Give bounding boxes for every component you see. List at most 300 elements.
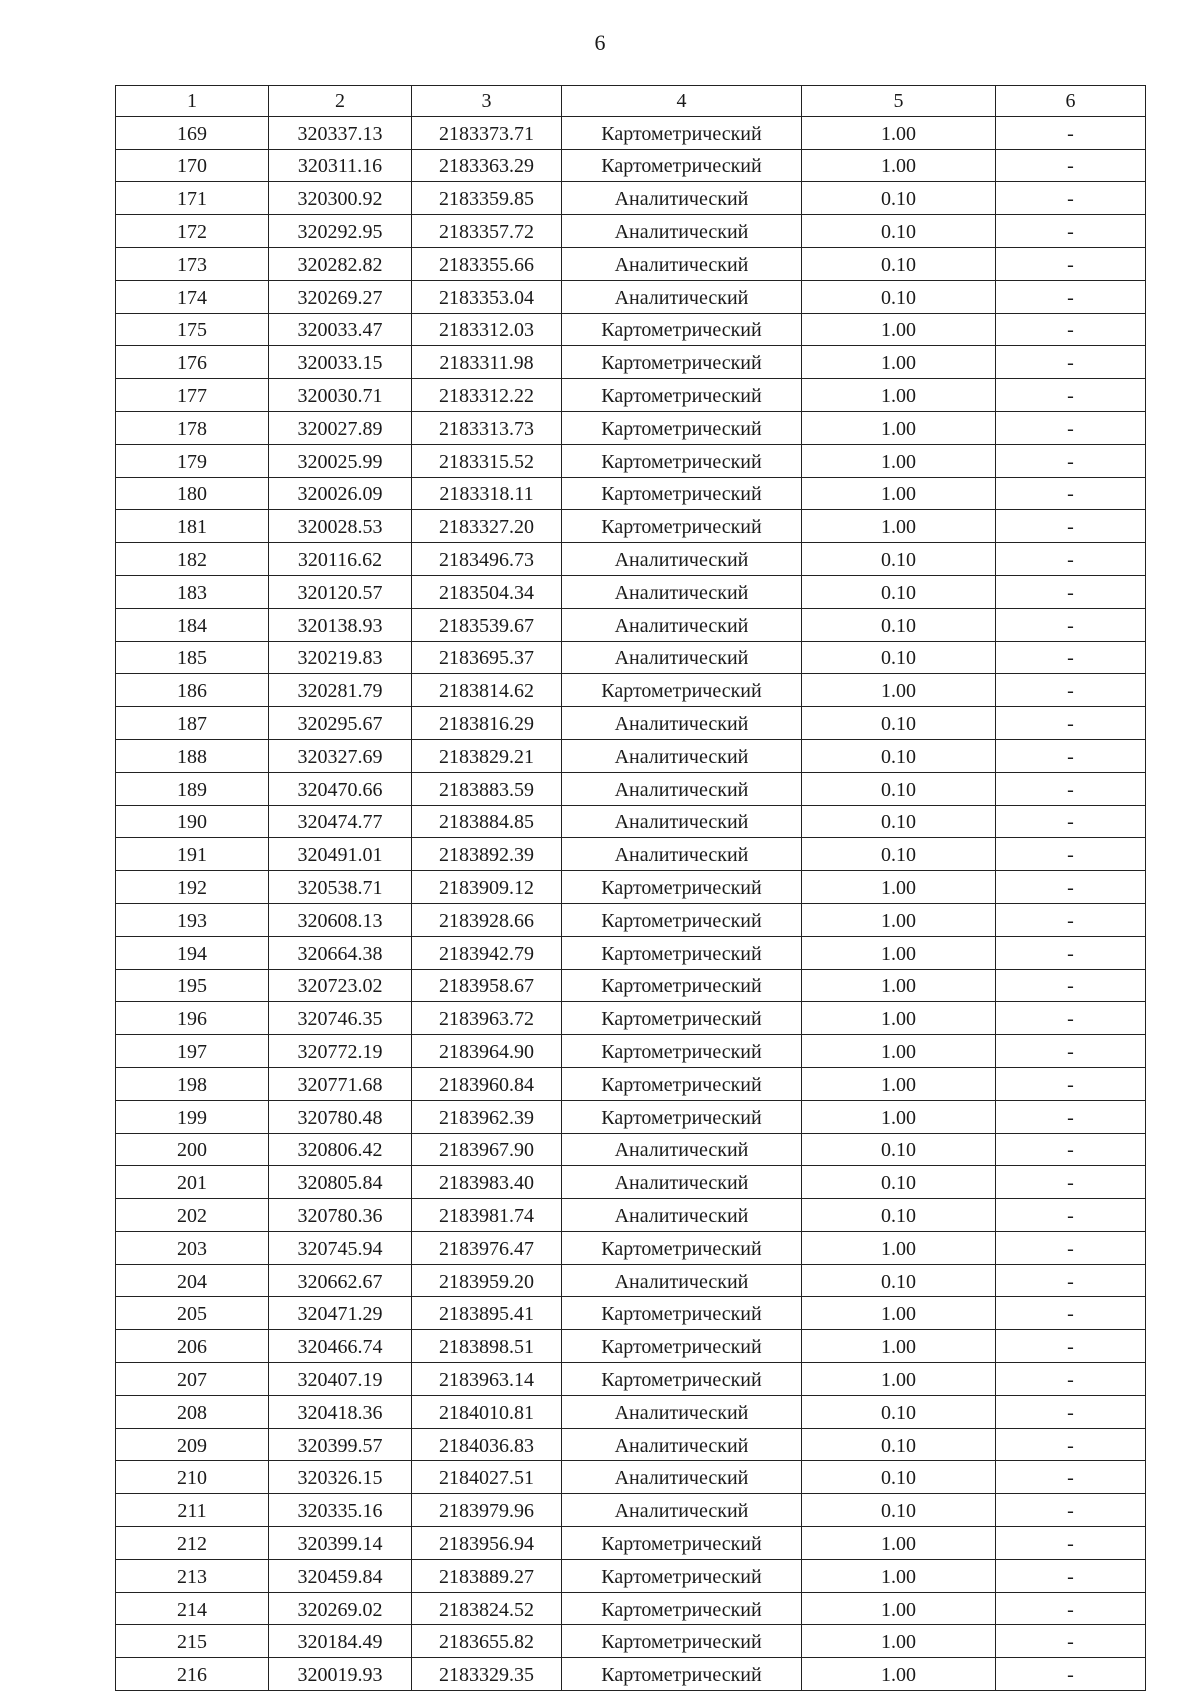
table-cell: 209 <box>116 1428 269 1461</box>
table-cell: 320311.16 <box>269 149 412 182</box>
table-cell: 1.00 <box>802 1658 996 1691</box>
table-cell: 320030.71 <box>269 379 412 412</box>
table-cell: 2183884.85 <box>412 805 562 838</box>
table-cell: Картометрический <box>562 674 802 707</box>
table-cell: 184 <box>116 608 269 641</box>
table-cell: 320466.74 <box>269 1330 412 1363</box>
table-row <box>116 1658 1146 1691</box>
table-row <box>116 379 1146 412</box>
column-header-5: 5 <box>802 86 996 117</box>
table-row <box>116 1002 1146 1035</box>
table-cell: Аналитический <box>562 543 802 576</box>
table-body <box>116 116 1146 1690</box>
table-row <box>116 411 1146 444</box>
table-cell: Аналитический <box>562 805 802 838</box>
coordinates-table <box>115 85 1146 1691</box>
table-cell: - <box>996 1625 1146 1658</box>
table-cell: 211 <box>116 1494 269 1527</box>
table-cell: Аналитический <box>562 641 802 674</box>
table-cell: 0.10 <box>802 215 996 248</box>
table-cell: 2183373.71 <box>412 116 562 149</box>
table-cell: 0.10 <box>802 707 996 740</box>
table-row <box>116 838 1146 871</box>
table-cell: Картометрический <box>562 346 802 379</box>
table-cell: 171 <box>116 182 269 215</box>
table-row <box>116 346 1146 379</box>
table-cell: 2183983.40 <box>412 1166 562 1199</box>
table-cell: Аналитический <box>562 1461 802 1494</box>
table-cell: 2183312.22 <box>412 379 562 412</box>
table-cell: 1.00 <box>802 149 996 182</box>
table-cell: 320219.83 <box>269 641 412 674</box>
table-cell: 1.00 <box>802 1330 996 1363</box>
table-row <box>116 247 1146 280</box>
table-cell: 320281.79 <box>269 674 412 707</box>
table-cell: 320459.84 <box>269 1559 412 1592</box>
table-cell: 183 <box>116 575 269 608</box>
table-row <box>116 1559 1146 1592</box>
table-cell: - <box>996 1592 1146 1625</box>
table-cell: Картометрический <box>562 1527 802 1560</box>
table-cell: 177 <box>116 379 269 412</box>
table-cell: - <box>996 444 1146 477</box>
table-row <box>116 1264 1146 1297</box>
table-cell: Аналитический <box>562 608 802 641</box>
table-cell: 320027.89 <box>269 411 412 444</box>
table-cell: Аналитический <box>562 247 802 280</box>
table-cell: 1.00 <box>802 444 996 477</box>
table-cell: Картометрический <box>562 149 802 182</box>
table-cell: 2183327.20 <box>412 510 562 543</box>
table-cell: 2184010.81 <box>412 1395 562 1428</box>
table-cell: 0.10 <box>802 575 996 608</box>
table-cell: 180 <box>116 477 269 510</box>
table-cell: 320033.15 <box>269 346 412 379</box>
table-cell: 195 <box>116 969 269 1002</box>
table-cell: 320474.77 <box>269 805 412 838</box>
table-cell: 0.10 <box>802 1461 996 1494</box>
table-cell: 174 <box>116 280 269 313</box>
table-cell: Картометрический <box>562 1067 802 1100</box>
table-cell: 199 <box>116 1100 269 1133</box>
table-cell: 190 <box>116 805 269 838</box>
table-cell: Аналитический <box>562 215 802 248</box>
table-cell: 320470.66 <box>269 772 412 805</box>
column-header-6: 6 <box>996 86 1146 117</box>
table-row <box>116 608 1146 641</box>
table-cell: Картометрический <box>562 1231 802 1264</box>
table-cell: 1.00 <box>802 1297 996 1330</box>
table-cell: 201 <box>116 1166 269 1199</box>
table-row <box>116 1199 1146 1232</box>
table-cell: 320269.27 <box>269 280 412 313</box>
table-cell: 320471.29 <box>269 1297 412 1330</box>
table-cell: Картометрический <box>562 477 802 510</box>
table-cell: 2183816.29 <box>412 707 562 740</box>
page-number: 6 <box>594 30 606 55</box>
table-cell: Картометрический <box>562 1297 802 1330</box>
table-cell: Аналитический <box>562 739 802 772</box>
table-cell: 204 <box>116 1264 269 1297</box>
table-cell: - <box>996 739 1146 772</box>
table-cell: 1.00 <box>802 1559 996 1592</box>
table-cell: 196 <box>116 1002 269 1035</box>
table-cell: 320295.67 <box>269 707 412 740</box>
table-cell: Картометрический <box>562 1330 802 1363</box>
table-cell: - <box>996 149 1146 182</box>
table-cell: Картометрический <box>562 1363 802 1396</box>
table-cell: 0.10 <box>802 838 996 871</box>
table-cell: 2184027.51 <box>412 1461 562 1494</box>
table-cell: - <box>996 1002 1146 1035</box>
table-cell: - <box>996 346 1146 379</box>
table-row <box>116 313 1146 346</box>
table-cell: 172 <box>116 215 269 248</box>
table-cell: 320806.42 <box>269 1133 412 1166</box>
table-row <box>116 739 1146 772</box>
table-cell: 191 <box>116 838 269 871</box>
table-cell: 2183928.66 <box>412 903 562 936</box>
table-cell: - <box>996 1527 1146 1560</box>
table-row <box>116 1100 1146 1133</box>
table-cell: 212 <box>116 1527 269 1560</box>
table-row <box>116 1297 1146 1330</box>
table-cell: 320662.67 <box>269 1264 412 1297</box>
table-cell: 2183959.20 <box>412 1264 562 1297</box>
table-row <box>116 444 1146 477</box>
column-header-2: 2 <box>269 86 412 117</box>
table-row <box>116 116 1146 149</box>
table-cell: 2183318.11 <box>412 477 562 510</box>
table-cell: 320491.01 <box>269 838 412 871</box>
table-row <box>116 674 1146 707</box>
table-cell: 213 <box>116 1559 269 1592</box>
table-cell: - <box>996 1559 1146 1592</box>
table-cell: - <box>996 1428 1146 1461</box>
table-cell: 320292.95 <box>269 215 412 248</box>
table-cell: 0.10 <box>802 182 996 215</box>
table-cell: - <box>996 608 1146 641</box>
table-cell: 2183958.67 <box>412 969 562 1002</box>
table-row <box>116 510 1146 543</box>
table-cell: 181 <box>116 510 269 543</box>
table-cell: 1.00 <box>802 477 996 510</box>
table-cell: 0.10 <box>802 247 996 280</box>
table-cell: 1.00 <box>802 346 996 379</box>
table-cell: 202 <box>116 1199 269 1232</box>
table-cell: 197 <box>116 1035 269 1068</box>
table-cell: 1.00 <box>802 1231 996 1264</box>
table-row <box>116 149 1146 182</box>
table-cell: 210 <box>116 1461 269 1494</box>
table-cell: - <box>996 1363 1146 1396</box>
table-cell: Картометрический <box>562 1625 802 1658</box>
table-cell: Картометрический <box>562 903 802 936</box>
table-cell: 200 <box>116 1133 269 1166</box>
table-cell: 2183956.94 <box>412 1527 562 1560</box>
table-cell: - <box>996 280 1146 313</box>
table-cell: 182 <box>116 543 269 576</box>
table-cell: - <box>996 969 1146 1002</box>
table-cell: 216 <box>116 1658 269 1691</box>
table-row <box>116 543 1146 576</box>
table-cell: 2183963.14 <box>412 1363 562 1396</box>
table-row <box>116 1592 1146 1625</box>
table-row <box>116 1625 1146 1658</box>
table-cell: Аналитический <box>562 1133 802 1166</box>
table-cell: - <box>996 772 1146 805</box>
table-cell: 206 <box>116 1330 269 1363</box>
table-row <box>116 280 1146 313</box>
table-cell: 2183909.12 <box>412 871 562 904</box>
table-cell: 320300.92 <box>269 182 412 215</box>
table-row <box>116 772 1146 805</box>
table-row <box>116 805 1146 838</box>
table-cell: - <box>996 1330 1146 1363</box>
table-cell: 1.00 <box>802 116 996 149</box>
table-cell: 320538.71 <box>269 871 412 904</box>
table-cell: - <box>996 1100 1146 1133</box>
table-cell: - <box>996 838 1146 871</box>
table-cell: 0.10 <box>802 1133 996 1166</box>
table-cell: Аналитический <box>562 1395 802 1428</box>
table-cell: - <box>996 1461 1146 1494</box>
table-cell: 2183695.37 <box>412 641 562 674</box>
table-cell: Картометрический <box>562 379 802 412</box>
table-row <box>116 1330 1146 1363</box>
table-cell: 2183979.96 <box>412 1494 562 1527</box>
table-cell: 320399.57 <box>269 1428 412 1461</box>
table-row <box>116 1133 1146 1166</box>
table-cell: - <box>996 379 1146 412</box>
table-cell: 192 <box>116 871 269 904</box>
table-cell: 2183976.47 <box>412 1231 562 1264</box>
column-header-1: 1 <box>116 86 269 117</box>
table-cell: 1.00 <box>802 936 996 969</box>
table-cell: 1.00 <box>802 510 996 543</box>
table-cell: 0.10 <box>802 608 996 641</box>
table-row <box>116 182 1146 215</box>
table-cell: Аналитический <box>562 1199 802 1232</box>
table-cell: 2183892.39 <box>412 838 562 871</box>
table-header <box>116 86 1146 117</box>
table-cell: 0.10 <box>802 1264 996 1297</box>
table-cell: Аналитический <box>562 1494 802 1527</box>
table-cell: 2183363.29 <box>412 149 562 182</box>
table-cell: 2183883.59 <box>412 772 562 805</box>
table-row <box>116 641 1146 674</box>
table-row <box>116 707 1146 740</box>
table-cell: - <box>996 411 1146 444</box>
table-cell: - <box>996 543 1146 576</box>
table-cell: 186 <box>116 674 269 707</box>
table-cell: Аналитический <box>562 772 802 805</box>
table-cell: 320771.68 <box>269 1067 412 1100</box>
table-cell: 320723.02 <box>269 969 412 1002</box>
table-cell: 0.10 <box>802 1395 996 1428</box>
table-cell: Картометрический <box>562 116 802 149</box>
table-cell: 2183311.98 <box>412 346 562 379</box>
table-cell: - <box>996 1067 1146 1100</box>
table-cell: 2183895.41 <box>412 1297 562 1330</box>
table-cell: Картометрический <box>562 313 802 346</box>
table-cell: 2183960.84 <box>412 1067 562 1100</box>
table-cell: 0.10 <box>802 805 996 838</box>
table-cell: 320138.93 <box>269 608 412 641</box>
table-cell: 2183942.79 <box>412 936 562 969</box>
table-cell: 1.00 <box>802 1035 996 1068</box>
table-cell: Картометрический <box>562 1100 802 1133</box>
table-cell: 0.10 <box>802 1428 996 1461</box>
table-cell: 2183814.62 <box>412 674 562 707</box>
table-cell: 1.00 <box>802 903 996 936</box>
table-row <box>116 1067 1146 1100</box>
table-cell: 320664.38 <box>269 936 412 969</box>
table-cell: 0.10 <box>802 1494 996 1527</box>
table-cell: 215 <box>116 1625 269 1658</box>
table-cell: Картометрический <box>562 1658 802 1691</box>
table-cell: - <box>996 1494 1146 1527</box>
table-cell: 1.00 <box>802 313 996 346</box>
table-cell: 320407.19 <box>269 1363 412 1396</box>
table-cell: Картометрический <box>562 969 802 1002</box>
table-cell: 1.00 <box>802 871 996 904</box>
table-cell: 1.00 <box>802 1592 996 1625</box>
table-cell: 1.00 <box>802 411 996 444</box>
table-cell: 203 <box>116 1231 269 1264</box>
table-cell: - <box>996 313 1146 346</box>
table-cell: 0.10 <box>802 739 996 772</box>
table-cell: 320184.49 <box>269 1625 412 1658</box>
table-cell: - <box>996 116 1146 149</box>
table-cell: 320116.62 <box>269 543 412 576</box>
table-cell: 2183357.72 <box>412 215 562 248</box>
table-cell: 320780.36 <box>269 1199 412 1232</box>
table-cell: 208 <box>116 1395 269 1428</box>
table-cell: Аналитический <box>562 575 802 608</box>
table-cell: 185 <box>116 641 269 674</box>
table-cell: 2183312.03 <box>412 313 562 346</box>
table-cell: 320746.35 <box>269 1002 412 1035</box>
table-cell: 0.10 <box>802 543 996 576</box>
table-cell: 2183313.73 <box>412 411 562 444</box>
table-cell: - <box>996 1297 1146 1330</box>
table-cell: - <box>996 575 1146 608</box>
table-cell: 320745.94 <box>269 1231 412 1264</box>
table-cell: - <box>996 1264 1146 1297</box>
table-cell: 2183359.85 <box>412 182 562 215</box>
table-cell: 320282.82 <box>269 247 412 280</box>
table-cell: 320028.53 <box>269 510 412 543</box>
table-cell: 193 <box>116 903 269 936</box>
table-cell: Картометрический <box>562 510 802 543</box>
table-cell: Аналитический <box>562 182 802 215</box>
table-cell: - <box>996 1395 1146 1428</box>
table-cell: 2183981.74 <box>412 1199 562 1232</box>
table-cell: - <box>996 182 1146 215</box>
table-cell: Аналитический <box>562 838 802 871</box>
table-cell: 169 <box>116 116 269 149</box>
table-cell: 1.00 <box>802 1363 996 1396</box>
table-cell: Картометрический <box>562 871 802 904</box>
table-cell: 1.00 <box>802 674 996 707</box>
table-cell: 0.10 <box>802 280 996 313</box>
table-row <box>116 477 1146 510</box>
table-cell: 320269.02 <box>269 1592 412 1625</box>
table-cell: 2183898.51 <box>412 1330 562 1363</box>
table-cell: - <box>996 215 1146 248</box>
table-row <box>116 1461 1146 1494</box>
table-cell: 320335.16 <box>269 1494 412 1527</box>
table-cell: Аналитический <box>562 1428 802 1461</box>
table-cell: 187 <box>116 707 269 740</box>
table-cell: - <box>996 805 1146 838</box>
table-cell: 188 <box>116 739 269 772</box>
table-cell: - <box>996 1199 1146 1232</box>
table-cell: Аналитический <box>562 1264 802 1297</box>
table-cell: - <box>996 510 1146 543</box>
table-cell: - <box>996 674 1146 707</box>
table-cell: 2183829.21 <box>412 739 562 772</box>
table-cell: Картометрический <box>562 444 802 477</box>
table-cell: 173 <box>116 247 269 280</box>
table-cell: Картометрический <box>562 936 802 969</box>
table-cell: 2183963.72 <box>412 1002 562 1035</box>
column-header-3: 3 <box>412 86 562 117</box>
table-row <box>116 215 1146 248</box>
table-cell: 320418.36 <box>269 1395 412 1428</box>
table-cell: 2183967.90 <box>412 1133 562 1166</box>
table-cell: 320608.13 <box>269 903 412 936</box>
table-cell: 178 <box>116 411 269 444</box>
table-cell: 176 <box>116 346 269 379</box>
table-cell: 198 <box>116 1067 269 1100</box>
table-cell: 320399.14 <box>269 1527 412 1560</box>
table-cell: 2183504.34 <box>412 575 562 608</box>
table-cell: 170 <box>116 149 269 182</box>
table-cell: 2183353.04 <box>412 280 562 313</box>
table-cell: 320772.19 <box>269 1035 412 1068</box>
table-cell: 2183496.73 <box>412 543 562 576</box>
table-cell: 1.00 <box>802 1527 996 1560</box>
column-header-4: 4 <box>562 86 802 117</box>
table-cell: 214 <box>116 1592 269 1625</box>
table-row <box>116 936 1146 969</box>
table-header-row <box>116 86 1146 117</box>
table-row <box>116 903 1146 936</box>
table-cell: 1.00 <box>802 1625 996 1658</box>
table-cell: 205 <box>116 1297 269 1330</box>
table-cell: 189 <box>116 772 269 805</box>
table-cell: 2183539.67 <box>412 608 562 641</box>
table-cell: 2183355.66 <box>412 247 562 280</box>
table-cell: 1.00 <box>802 1067 996 1100</box>
table-cell: 175 <box>116 313 269 346</box>
table-cell: - <box>996 1231 1146 1264</box>
table-cell: Аналитический <box>562 1166 802 1199</box>
table-cell: - <box>996 641 1146 674</box>
table-cell: 320026.09 <box>269 477 412 510</box>
table-cell: 2183962.39 <box>412 1100 562 1133</box>
table-cell: Картометрический <box>562 1002 802 1035</box>
table-cell: 320033.47 <box>269 313 412 346</box>
table-cell: 320025.99 <box>269 444 412 477</box>
table-cell: 207 <box>116 1363 269 1396</box>
table-cell: Картометрический <box>562 1592 802 1625</box>
table-cell: 320326.15 <box>269 1461 412 1494</box>
table-cell: - <box>996 1133 1146 1166</box>
table-cell: 1.00 <box>802 1100 996 1133</box>
